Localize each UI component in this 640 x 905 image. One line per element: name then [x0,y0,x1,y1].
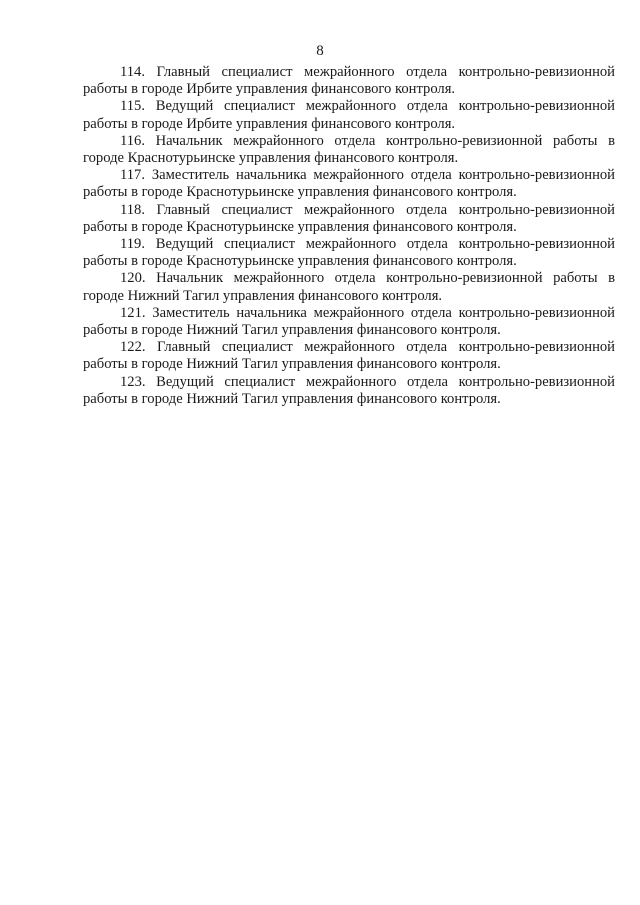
list-item-114: 114. Главный специалист межрайонного отдела контрольно-ревизионной работы в городе Ирбите управления финансового контроля. [83,64,615,98]
document-body [83,64,615,408]
list-item-115: 115. Ведущий специалист межрайонного отдела контрольно-ревизионной работы в городе Ирбите управления финансового контроля. [83,98,615,132]
list-item-123: 123. Ведущий специалист межрайонного отдела контрольно-ревизионной работы в городе Нижний Тагил управления финансового контроля. [83,373,615,407]
list-item-117: 117. Заместитель начальника межрайонного отдела контрольно-ревизионной работы в городе Краснотурьинске управления финансового контроля. [83,167,615,201]
list-item-116: 116. Начальник межрайонного отдела контрольно-ревизионной работы в городе Краснотурьинске управления финансового контроля. [83,132,615,167]
list-item-119: 119. Ведущий специалист межрайонного отдела контрольно-ревизионной работы в городе Краснотурьинске управления финансового контроля. [83,236,615,270]
list-item-122: 122. Главный специалист межрайонного отдела контрольно-ревизионной работы в городе Нижний Тагил управления финансового контроля. [83,339,615,373]
list-item-118: 118. Главный специалист межрайонного отдела контрольно-ревизионной работы в городе Краснотурьинске управления финансового контроля. [83,201,615,235]
list-item-121: 121. Заместитель начальника межрайонного отдела контрольно-ревизионной работы в городе Нижний Тагил управления финансового контроля. [83,304,615,339]
page-number: 8 [316,43,324,59]
list-item-120: 120. Начальник межрайонного отдела контрольно-ревизионной работы в городе Нижний Тагил управления финансового контроля. [83,270,615,304]
